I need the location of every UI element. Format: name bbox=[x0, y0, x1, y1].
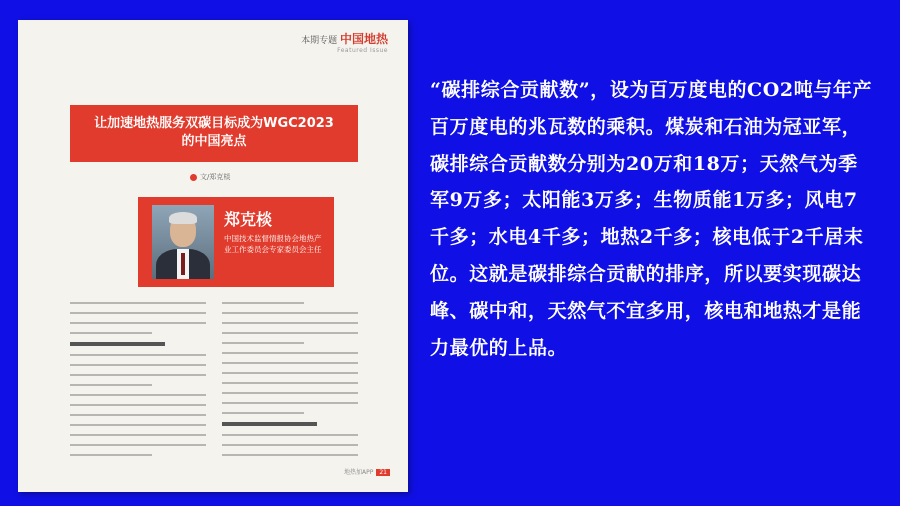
byline-dot-icon bbox=[190, 174, 197, 181]
article-column-left bbox=[70, 302, 206, 464]
magazine-header bbox=[301, 30, 388, 54]
author-name: 郑克棪 bbox=[224, 210, 273, 229]
quote-block bbox=[430, 72, 875, 366]
author-portrait bbox=[152, 205, 214, 279]
article-column-right bbox=[222, 302, 358, 464]
header-kicker: 本期专题 bbox=[301, 36, 338, 46]
page-number: 21 bbox=[376, 469, 390, 476]
article-title-line2: 的中国亮点 bbox=[181, 134, 247, 149]
footer-brand: 地热加APP bbox=[344, 469, 374, 476]
magazine-footer bbox=[344, 467, 390, 476]
article-title-banner bbox=[70, 105, 358, 162]
article-title-line1: 让加速地热服务双碳目标成为WGC2023 bbox=[94, 116, 334, 131]
author-role: 中国技术监督情报协会地热产业工作委员会专家委员会主任 bbox=[224, 234, 322, 254]
magazine-page bbox=[18, 20, 408, 492]
author-profile-card bbox=[138, 197, 334, 287]
header-brand: 中国地热 bbox=[339, 32, 388, 46]
byline bbox=[190, 172, 230, 182]
header-sub: Featured Issue bbox=[337, 47, 388, 54]
byline-text: 文/郑克棪 bbox=[200, 173, 231, 181]
quote-text: “碳排综合贡献数”，设为百万度电的CO2吨与年产百万度电的兆瓦数的乘积。煤炭和石油为冠亚军，碳排综合贡献数分别为20万和18万；天然气为季军9万多；太阳能3万多；生物质能1万多；风电7千多；水电4千多；地热2千多；核电低于2千居末位。这就是碳排综合贡献的排序，所以要实现碳达峰、碳中和，天然气不宜多用，核电和地热才是能力最优的上品。 bbox=[430, 79, 873, 359]
